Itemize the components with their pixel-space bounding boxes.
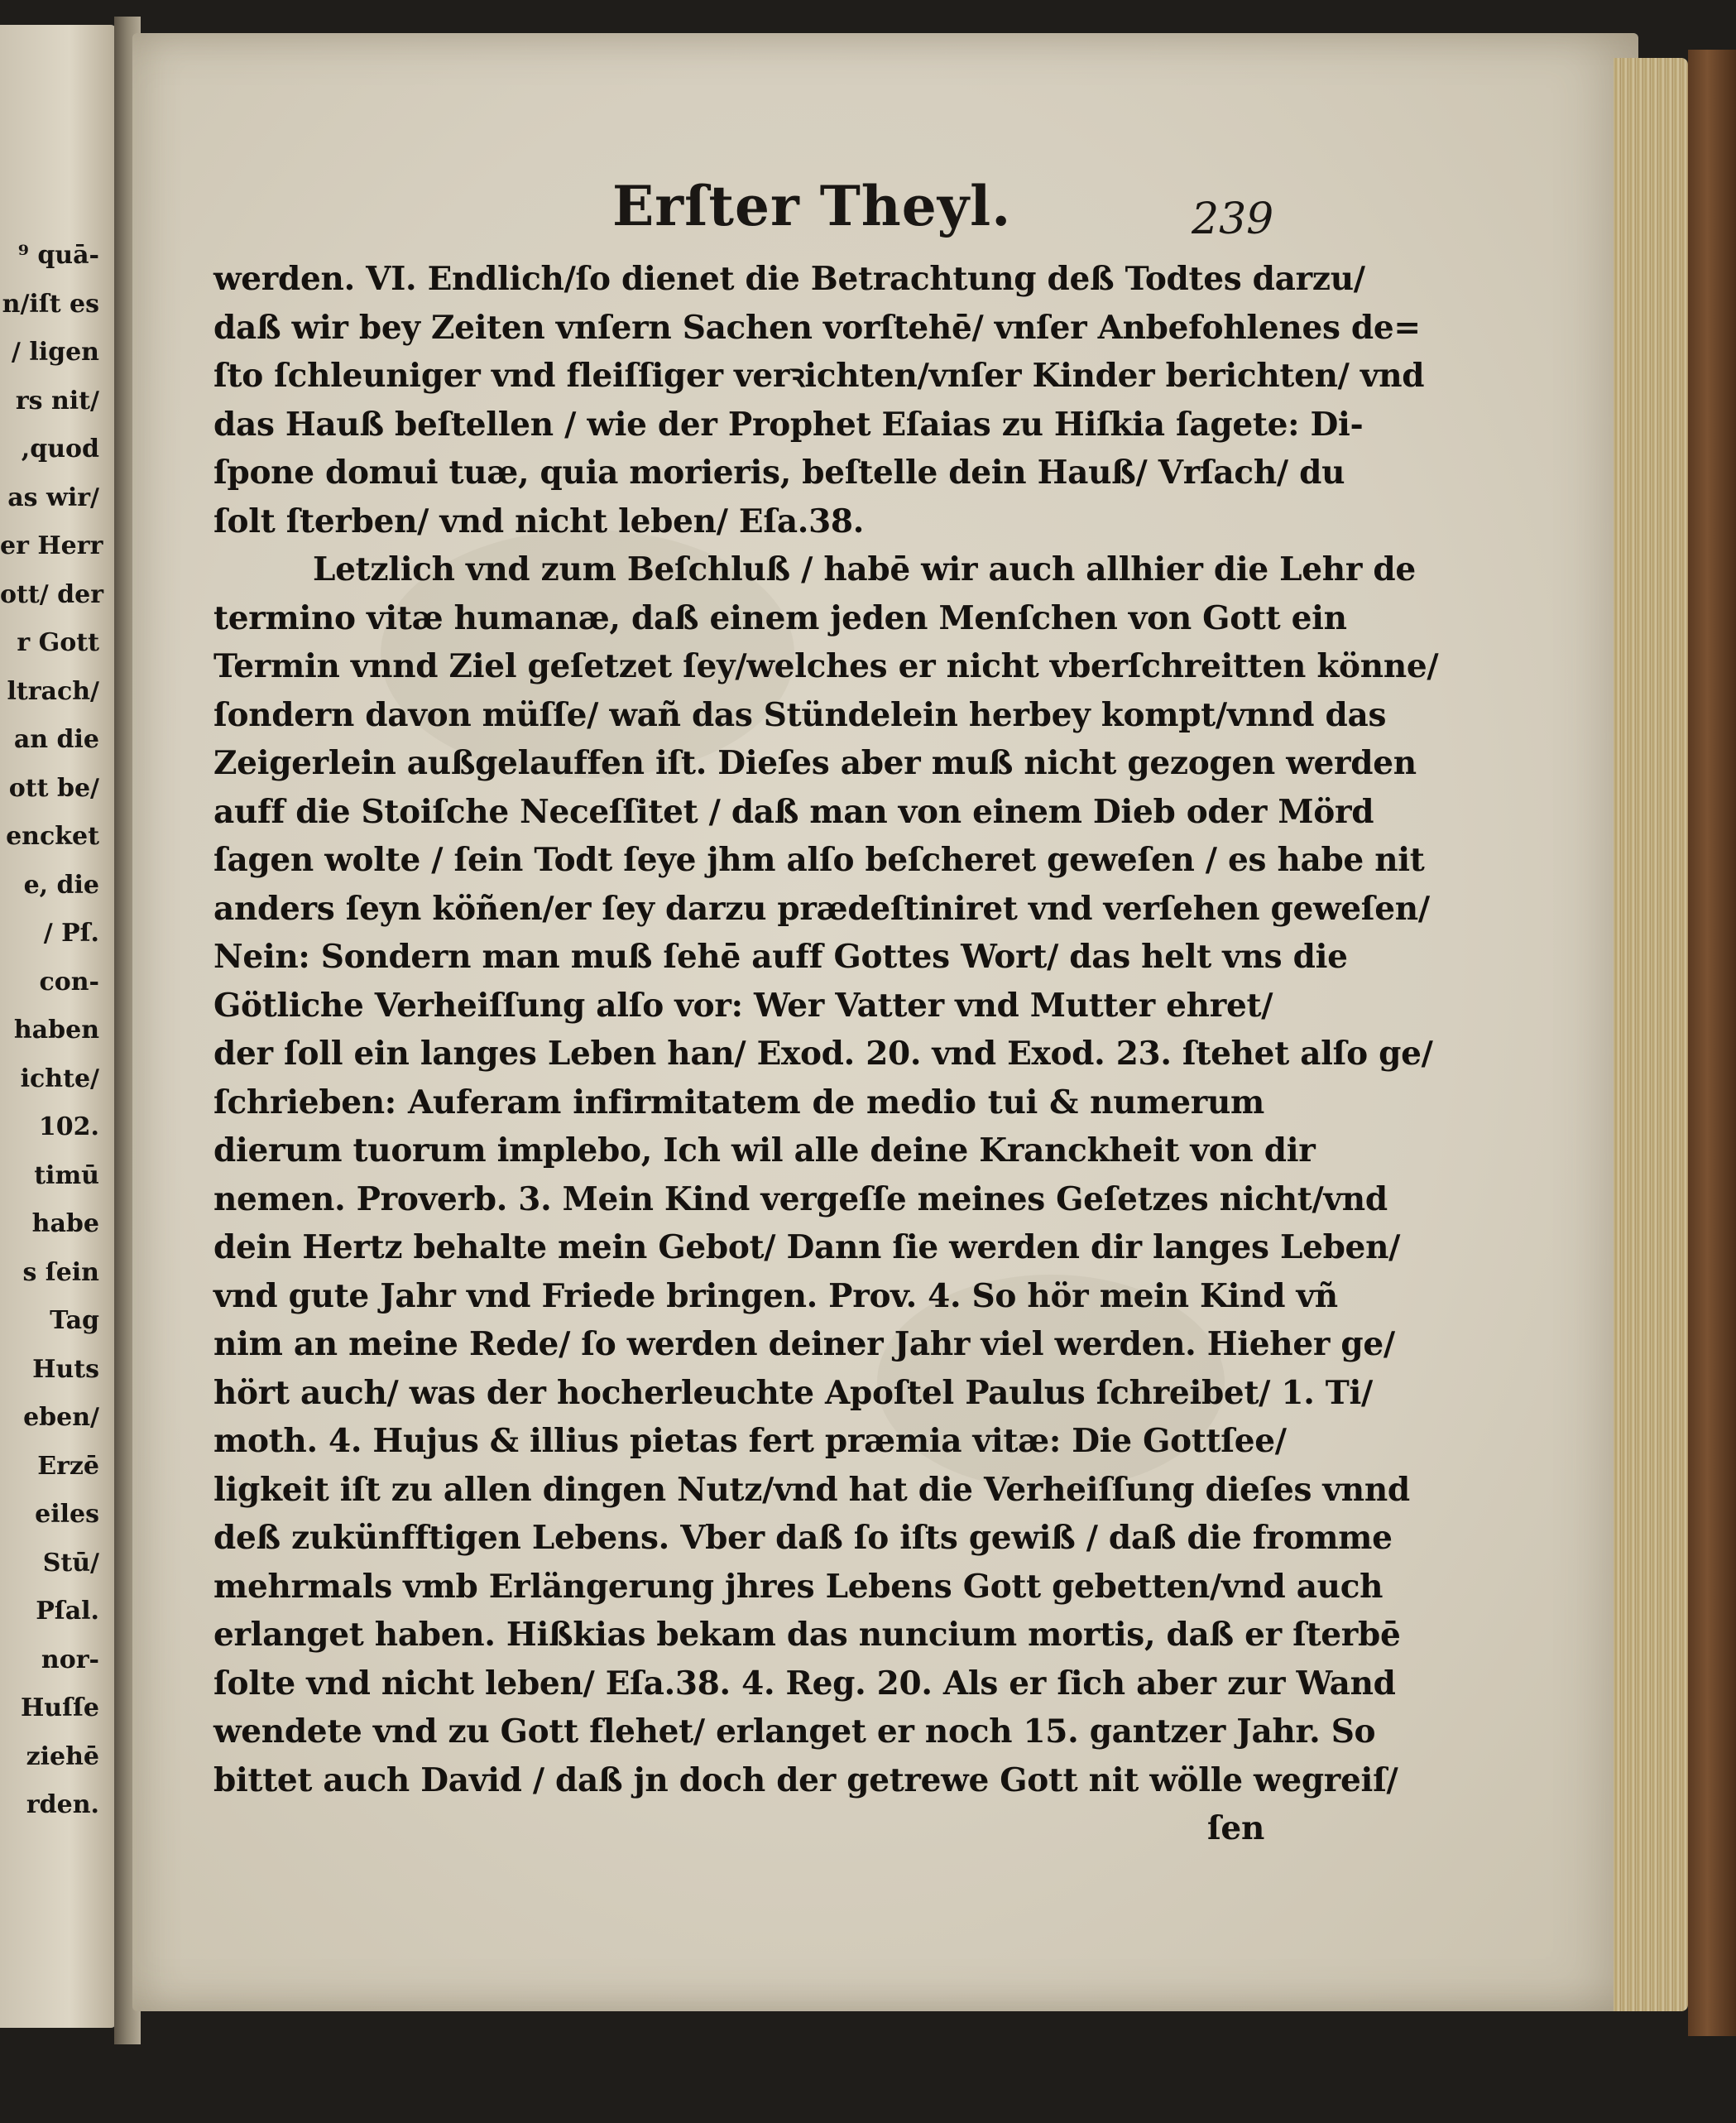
text-line: deß zukünfftigen Lebens. Vber daß ſo iſts gewiß / daß die fromme (213, 1519, 1393, 1557)
text-line: ſpone domui tuæ, quia morieris, beſtelle dein Hauß/ Vrſach/ du (213, 454, 1345, 492)
text-line: werden. VI. Endlich/ſo dienet die Betrachtung deß Todtes darzu/ (213, 260, 1365, 298)
text-line: Letzlich vnd zum Beſchluß / habē wir auch allhier die Lehr de (313, 550, 1416, 588)
text-line: Nein: Sondern man muß ſehē auff Gottes Wort/ das helt vns die (213, 938, 1348, 976)
text-line: wendete vnd zu Gott flehet/ erlanget er noch 15. gantzer Jahr. So (213, 1712, 1376, 1751)
text-line: ſagen wolte / ſein Todt ſeye jhm alſo beſcheret geweſen / es habe nit (213, 841, 1425, 879)
text-line: der ſoll ein langes Leben han/ Exod. 20. vnd Exod. 23. ſtehet alſo ge/ (213, 1035, 1433, 1073)
text-line: moth. 4. Hujus & illius pietas fert præmia vitæ: Die Gottſee/ (213, 1422, 1287, 1460)
text-line: ſondern davon müſſe/ wañ das Stündelein herbey kompt/vnnd das (213, 695, 1387, 734)
left-page-edge (0, 25, 116, 2028)
left-page-fragment: nor- (41, 1645, 99, 1674)
text-line: dierum tuorum implebo, Ich wil alle deine Kranckheit von dir (213, 1131, 1316, 1170)
left-page-fragment: eben/ (23, 1403, 99, 1432)
text-line: anders ſeyn köñen/er ſey darzu prædeſtiniret vnd verſehen geweſen/ (213, 889, 1430, 928)
left-page-fragment: e, die (23, 870, 99, 900)
left-page-fragment: ichte/ (20, 1064, 99, 1093)
left-page-fragment: 102. (38, 1112, 99, 1141)
text-line: nim an meine Rede/ ſo werden deiner Jahr viel werden. Hieher ge/ (213, 1325, 1395, 1363)
left-page-text-fragments (0, 232, 103, 1830)
left-page-fragment: / ligen (11, 338, 99, 367)
left-page-fragment: ott be/ (8, 773, 99, 803)
text-line: bittet auch David / daß jn doch der getrewe Gott nit wölle wegreiſ/ (213, 1760, 1398, 1799)
text-line: termino vitæ humanæ, daß einem jeden Menſchen von Gott ein (213, 598, 1347, 637)
left-page-fragment: r Gott (17, 628, 99, 657)
text-line: Götliche Verheiſſung alſo vor: Wer Vatter vnd Mutter ehret/ (213, 986, 1273, 1025)
left-page-fragment: an die (13, 725, 99, 754)
left-page-fragment: ⁹ quā- (17, 241, 99, 270)
left-page-fragment: Erzē (37, 1451, 99, 1481)
text-line: ſolt ſterben/ vnd nicht leben/ Eſa.38. (213, 502, 865, 540)
left-page-fragment: Pſal. (36, 1597, 99, 1626)
text-line: dein Hertz behalte mein Gebot/ Dann ſie werden dir langes Leben/ (213, 1228, 1401, 1266)
left-page-fragment: n/iſt es (2, 289, 99, 319)
left-page-fragment: rs nit/ (15, 386, 99, 415)
left-page-fragment: Stū/ (42, 1548, 99, 1578)
left-page-fragment: Huts (32, 1354, 99, 1384)
left-page-fragment: s ſein (22, 1257, 99, 1287)
text-line: das Hauß beſtellen / wie der Prophet Eſaias zu Hiſkia ſagete: Di- (213, 405, 1364, 444)
left-page-fragment: / Pſ. (43, 919, 99, 948)
left-page-fragment: ltrach/ (7, 676, 99, 706)
left-page-fragment: ziehē (26, 1741, 99, 1771)
book-cover-edge (1688, 50, 1736, 2036)
text-line: ſto ſchleuniger vnd fleiſſiger verꝛichten/vnſer Kinder berichten/ vnd (213, 357, 1425, 395)
page-number: 239 (1192, 195, 1274, 244)
left-page-fragment: con- (39, 967, 99, 997)
text-line: ſchrieben: Auferam infirmitatem de medio tui & numerum (213, 1083, 1264, 1122)
left-page-fragment: Tag (50, 1306, 99, 1335)
text-line: vnd gute Jahr vnd Friede bringen. Prov. 4. So hör mein Kind vñ (213, 1276, 1338, 1315)
text-line: Termin vnnd Ziel geſetzet ſey/welches er nicht vberſchreitten könne/ (213, 647, 1439, 685)
left-page-fragment: timū (34, 1160, 99, 1190)
text-line: nemen. Proverb. 3. Mein Kind vergeſſe meines Geſetzes nicht/vnd (213, 1179, 1388, 1218)
left-page-fragment: eiles (35, 1500, 99, 1529)
left-page-fragment: ,quod (21, 435, 99, 464)
text-line: ſen (1206, 1809, 1264, 1847)
text-line: hört auch/ was der hocherleuchte Apoſtel Paulus ſchreibet/ 1. Ti/ (213, 1373, 1373, 1412)
running-head-title: Erſter Theyl. (612, 174, 1012, 238)
text-line: daß wir bey Zeiten vnſern Sachen vorſtehē/ vnſer Anbefohlenes de= (213, 308, 1421, 347)
text-line: ligkeit iſt zu allen dingen Nutz/vnd hat die Verheiſſung dieſes vnnd (213, 1470, 1410, 1509)
left-page-fragment: Huſſe (20, 1693, 99, 1722)
left-page-fragment: rden. (26, 1790, 99, 1819)
left-page-fragment: er Herr (0, 531, 103, 560)
text-line: erlanget haben. Hißkias bekam das nuncium mortis, daß er ſterbē (213, 1616, 1401, 1654)
page-fore-edge (1614, 58, 1688, 2011)
text-line: auff die Stoiſche Neceſſitet / daß man von einem Dieb oder Mörd (213, 792, 1374, 831)
left-page-fragment: ott/ der (0, 579, 103, 609)
left-page-fragment: habe (31, 1209, 99, 1238)
text-line: Zeigerlein außgelauffen iſt. Dieſes aber muß nicht gezogen werden (213, 744, 1417, 782)
left-page-fragment: haben (13, 1016, 99, 1045)
body-text-block (213, 255, 1439, 1853)
text-line: ſolte vnd nicht leben/ Eſa.38. 4. Reg. 20. Als er ſich aber zur Wand (213, 1664, 1396, 1703)
left-page-fragment: encket (6, 822, 99, 851)
text-line: mehrmals vmb Erlängerung jhres Lebens Gott gebetten/vnd auch (213, 1567, 1384, 1606)
left-page-fragment: as wir/ (7, 483, 99, 512)
